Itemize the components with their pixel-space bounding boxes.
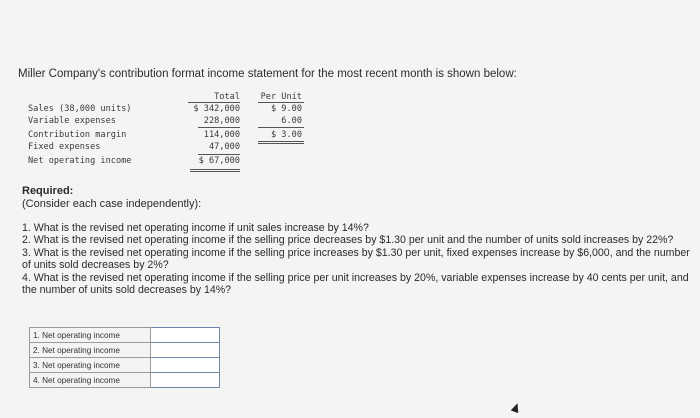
answer-input-2[interactable] [151,343,220,358]
variable-per-unit-underline [258,127,304,128]
question-1: 1. What is the revised net operating income if unit sales increase by 14%? [22,222,369,234]
row-per-unit: $ 9.00 [270,104,302,114]
row-total: 228,000 [203,116,240,126]
row-label: Contribution margin [28,130,127,140]
row-label: Variable expenses [28,116,116,126]
row-per-unit: 6.00 [281,116,302,126]
contribution-per-unit-double-underline [258,143,304,144]
answer-input-1[interactable] [151,328,220,343]
header-per-unit: Per Unit [260,92,302,102]
row-total: $ 342,000 [193,104,240,114]
row-label: Sales (38,000 units) [28,104,132,114]
contribution-per-unit-underline [258,141,304,142]
row-total: 47,000 [208,142,240,152]
answer-row [30,343,220,358]
question-4: 4. What is the revised net operating income if the selling price per unit increases by 20%, variable expenses increase by 40 cents per unit, and the number of units sold decreases by 14%? [22,271,689,297]
row-label: Fixed expenses [28,142,101,152]
questions-list [22,222,690,296]
answer-row [30,373,220,388]
total-header-underline [188,102,240,103]
answer-row [30,328,220,343]
row-label: Net operating income [28,156,132,166]
question-3: 3. What is the revised net operating income if the selling price increases by $1.30 per unit, fixed expenses increase by $6,000, and the number of units sold decreases by 2%? [22,246,690,272]
answer-label-3: 3. Net operating income [30,358,151,373]
net-total-double-underline [190,171,240,172]
answer-input-4[interactable] [151,373,220,388]
question-2: 2. What is the revised net operating income if the selling price decreases by $1.30 per unit and the number of units sold increases by 22%? [22,234,674,247]
header-total: Total [214,92,240,102]
mouse-cursor-icon [511,402,522,413]
answer-table [29,327,220,388]
answer-label-4: 4. Net operating income [30,373,151,388]
intro-text: Miller Company's contribution format income statement for the most recent month is shown below: [18,68,517,80]
row-total: 114,000 [203,130,240,140]
answer-label-2: 2. Net operating income [30,343,151,358]
row-total: $ 67,000 [198,156,240,166]
answer-row [30,358,220,373]
per-unit-header-underline [258,102,304,103]
required-title: Required: [22,185,74,197]
answer-label-1: 1. Net operating income [30,328,151,343]
variable-total-underline [198,127,240,128]
fixed-total-underline [198,154,240,155]
net-total-underline [190,169,240,170]
answer-input-3[interactable] [151,358,220,373]
row-per-unit: $ 3.00 [270,130,302,140]
required-subtitle: (Consider each case independently): [22,198,202,210]
